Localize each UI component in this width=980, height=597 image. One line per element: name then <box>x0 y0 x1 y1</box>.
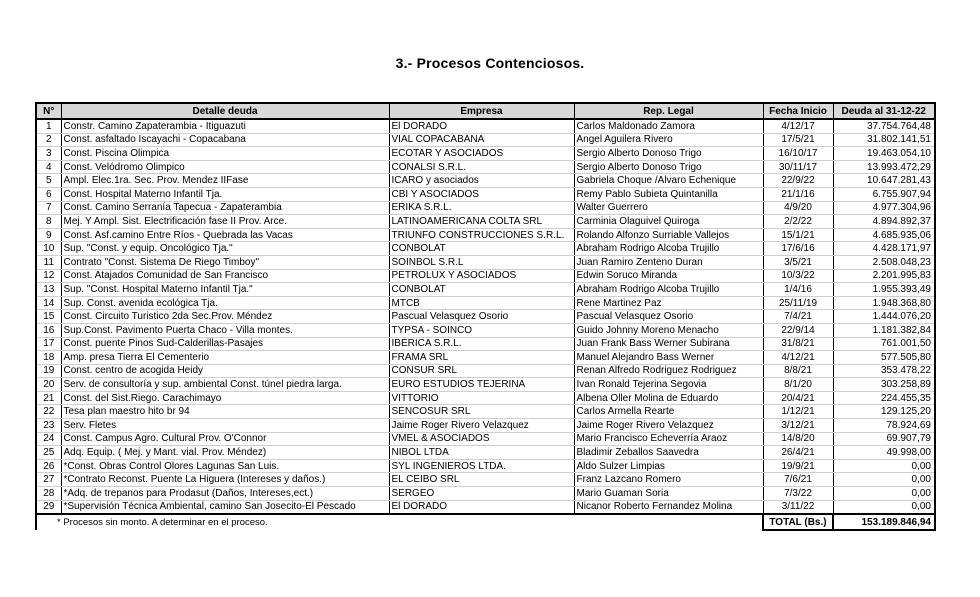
row-detalle: Const. Velódromo Olimpico <box>61 160 389 174</box>
row-empresa: El DORADO <box>389 119 574 133</box>
row-rep-legal: Rolando Alfonzo Surriable Vallejos <box>574 228 763 242</box>
table-row <box>36 296 935 310</box>
row-empresa: ECOTAR Y ASOCIADOS <box>389 147 574 161</box>
row-deuda: 2.201.995,83 <box>833 269 935 283</box>
row-fecha: 22/9/22 <box>763 174 833 188</box>
row-detalle: Const. Hospital Materno Infantil Tja. <box>61 187 389 201</box>
col-header-deuda: Deuda al 31-12-22 <box>833 103 935 119</box>
row-fecha: 16/10/17 <box>763 147 833 161</box>
row-rep-legal: Abraham Rodrigo Alcoba Trujillo <box>574 283 763 297</box>
row-number: 26 <box>36 459 61 473</box>
row-detalle: Ampl. Elec.1ra. Sec. Prov. Mendez IIFase <box>61 174 389 188</box>
row-empresa: VITTORIO <box>389 391 574 405</box>
row-detalle: Serv. Fletes <box>61 419 389 433</box>
row-fecha: 8/1/20 <box>763 378 833 392</box>
row-detalle: Serv. de consultoría y sup. ambiental Const. túnel piedra larga. <box>61 378 389 392</box>
row-number: 6 <box>36 187 61 201</box>
row-number: 24 <box>36 432 61 446</box>
row-deuda: 0,00 <box>833 473 935 487</box>
row-detalle: Const. Atajados Comunidad de San Francisco <box>61 269 389 283</box>
table-row <box>36 446 935 460</box>
row-number: 3 <box>36 147 61 161</box>
row-deuda: 49.998,00 <box>833 446 935 460</box>
table-header-row <box>36 103 935 119</box>
row-rep-legal: Sergio Alberto Donoso Trigo <box>574 147 763 161</box>
row-deuda: 2.508.048,23 <box>833 255 935 269</box>
row-empresa: ICARO y asociados <box>389 174 574 188</box>
row-deuda: 303.258,89 <box>833 378 935 392</box>
row-rep-legal: Renan Alfredo Rodriguez Rodriguez <box>574 364 763 378</box>
row-number: 19 <box>36 364 61 378</box>
row-fecha: 25/11/19 <box>763 296 833 310</box>
row-fecha: 3/11/22 <box>763 500 833 514</box>
row-empresa: Pascual Velasquez Osorio <box>389 310 574 324</box>
row-detalle: Const. puente Pinos Sud-Calderillas-Pasajes <box>61 337 389 351</box>
table-row <box>36 283 935 297</box>
row-detalle: Const. del Sist.Riego. Carachimayo <box>61 391 389 405</box>
row-fecha: 30/11/17 <box>763 160 833 174</box>
table-row <box>36 160 935 174</box>
row-empresa: El DORADO <box>389 500 574 514</box>
row-detalle: *Contrato Reconst. Puente La Higuera (Intereses y daños.) <box>61 473 389 487</box>
row-empresa: CBI Y ASOCIADOS <box>389 187 574 201</box>
table-row <box>36 215 935 229</box>
row-empresa: SYL INGENIEROS LTDA. <box>389 459 574 473</box>
row-number: 20 <box>36 378 61 392</box>
row-rep-legal: Pascual Velasquez Osorio <box>574 310 763 324</box>
table-row <box>36 364 935 378</box>
row-fecha: 19/9/21 <box>763 459 833 473</box>
row-detalle: *Const. Obras Control Olores Lagunas San Luis. <box>61 459 389 473</box>
table-row <box>36 500 935 514</box>
table-row <box>36 228 935 242</box>
row-fecha: 10/3/22 <box>763 269 833 283</box>
row-empresa: Jaime Roger Rivero Velazquez <box>389 419 574 433</box>
col-header-detalle: Detalle deuda <box>61 103 389 119</box>
total-value: 153.189.846,94 <box>833 514 935 530</box>
row-number: 1 <box>36 119 61 133</box>
row-number: 13 <box>36 283 61 297</box>
row-number: 7 <box>36 201 61 215</box>
row-rep-legal: Sergio Alberto Donoso Trigo <box>574 160 763 174</box>
row-deuda: 31.802.141,51 <box>833 133 935 147</box>
row-number: 25 <box>36 446 61 460</box>
table-row <box>36 432 935 446</box>
table-row <box>36 310 935 324</box>
row-rep-legal: Guido Johnny Moreno Menacho <box>574 323 763 337</box>
row-number: 16 <box>36 323 61 337</box>
row-rep-legal: Rene Martinez Paz <box>574 296 763 310</box>
row-rep-legal: Carlos Maldonado Zamora <box>574 119 763 133</box>
row-fecha: 4/9/20 <box>763 201 833 215</box>
row-fecha: 4/12/21 <box>763 351 833 365</box>
row-rep-legal: Gabriela Choque /Alvaro Echenique <box>574 174 763 188</box>
row-rep-legal: Mario Guaman Soria <box>574 487 763 501</box>
row-rep-legal: Ivan Ronald Tejerina Segovia <box>574 378 763 392</box>
row-empresa: PETROLUX Y ASOCIADOS <box>389 269 574 283</box>
row-detalle: Const. Asf.camino Entre Ríos - Quebrada las Vacas <box>61 228 389 242</box>
row-detalle: Const. asfaltado Iscayachi - Copacabana <box>61 133 389 147</box>
row-detalle: Const. Piscina Olimpica <box>61 147 389 161</box>
row-empresa: NIBOL LTDA <box>389 446 574 460</box>
row-rep-legal: Carlos Armella Rearte <box>574 405 763 419</box>
row-number: 4 <box>36 160 61 174</box>
row-rep-legal: Aldo Sulzer Limpias <box>574 459 763 473</box>
table-row <box>36 255 935 269</box>
row-empresa: EURO ESTUDIOS TEJERINA <box>389 378 574 392</box>
row-fecha: 8/8/21 <box>763 364 833 378</box>
table-row <box>36 323 935 337</box>
row-number: 10 <box>36 242 61 256</box>
row-number: 23 <box>36 419 61 433</box>
table-row <box>36 187 935 201</box>
table-row <box>36 391 935 405</box>
row-number: 12 <box>36 269 61 283</box>
row-deuda: 1.444.076,20 <box>833 310 935 324</box>
row-deuda: 13.993.472,29 <box>833 160 935 174</box>
row-empresa: CONBOLAT <box>389 242 574 256</box>
row-empresa: CONALSI S.R.L. <box>389 160 574 174</box>
row-detalle: Sup.Const. Pavimento Puerta Chaco - Villa montes. <box>61 323 389 337</box>
row-deuda: 353.478,22 <box>833 364 935 378</box>
table-row <box>36 487 935 501</box>
table-row <box>36 269 935 283</box>
row-deuda: 0,00 <box>833 500 935 514</box>
row-number: 17 <box>36 337 61 351</box>
row-empresa: ERIKA S.R.L. <box>389 201 574 215</box>
row-fecha: 14/8/20 <box>763 432 833 446</box>
row-detalle: Const. Circuito Turistico 2da Sec.Prov. Méndez <box>61 310 389 324</box>
row-rep-legal: Abraham Rodrigo Alcoba Trujillo <box>574 242 763 256</box>
row-empresa: VIAL COPACABANA <box>389 133 574 147</box>
row-fecha: 17/5/21 <box>763 133 833 147</box>
row-deuda: 761.001,50 <box>833 337 935 351</box>
row-fecha: 7/4/21 <box>763 310 833 324</box>
row-deuda: 224.455,35 <box>833 391 935 405</box>
row-rep-legal: Edwin Soruco Miranda <box>574 269 763 283</box>
row-empresa: CONBOLAT <box>389 283 574 297</box>
row-deuda: 4.428.171,97 <box>833 242 935 256</box>
row-deuda: 1.181.382,84 <box>833 323 935 337</box>
total-label: TOTAL (Bs.) <box>763 514 833 530</box>
row-number: 18 <box>36 351 61 365</box>
row-empresa: TYPSA - SOINCO <box>389 323 574 337</box>
row-number: 29 <box>36 500 61 514</box>
row-empresa: LATINOAMERICANA COLTA SRL <box>389 215 574 229</box>
row-number: 9 <box>36 228 61 242</box>
row-deuda: 0,00 <box>833 459 935 473</box>
col-header-empresa: Empresa <box>389 103 574 119</box>
row-fecha: 17/6/16 <box>763 242 833 256</box>
row-empresa: SOINBOL S.R.L <box>389 255 574 269</box>
row-rep-legal: Jaime Roger Rivero Velazquez <box>574 419 763 433</box>
row-number: 28 <box>36 487 61 501</box>
row-number: 27 <box>36 473 61 487</box>
row-rep-legal: Manuel Alejandro Bass Werner <box>574 351 763 365</box>
row-empresa: FRAMA SRL <box>389 351 574 365</box>
row-fecha: 1/12/21 <box>763 405 833 419</box>
row-detalle: Sup. Const. avenida ecológica Tja. <box>61 296 389 310</box>
row-fecha: 20/4/21 <box>763 391 833 405</box>
page-title: 3.- Procesos Contenciosos. <box>395 55 585 71</box>
row-fecha: 21/1/16 <box>763 187 833 201</box>
row-empresa: TRIUNFO CONSTRUCCIONES S.R.L. <box>389 228 574 242</box>
row-deuda: 10.647.281,43 <box>833 174 935 188</box>
row-fecha: 31/8/21 <box>763 337 833 351</box>
row-rep-legal: Albena Oller Molina de Eduardo <box>574 391 763 405</box>
row-deuda: 129.125,20 <box>833 405 935 419</box>
row-detalle: Adq. Equip. ( Mej. y Mant. vial. Prov. Méndez) <box>61 446 389 460</box>
row-rep-legal: Franz Lazcano Romero <box>574 473 763 487</box>
row-fecha: 1/4/16 <box>763 283 833 297</box>
row-rep-legal: Juan Frank Bass Werner Subirana <box>574 337 763 351</box>
table-row <box>36 473 935 487</box>
table-row <box>36 147 935 161</box>
row-fecha: 7/6/21 <box>763 473 833 487</box>
table-row <box>36 405 935 419</box>
row-number: 14 <box>36 296 61 310</box>
row-detalle: Constr. Camino Zapaterambia - Itiguazuti <box>61 119 389 133</box>
row-deuda: 1.948.368,80 <box>833 296 935 310</box>
row-detalle: Amp. presa Tierra El Cementerio <box>61 351 389 365</box>
table-body <box>36 119 935 514</box>
row-number: 21 <box>36 391 61 405</box>
row-empresa: EL CEIBO SRL <box>389 473 574 487</box>
row-number: 5 <box>36 174 61 188</box>
row-rep-legal: Remy Pablo Subieta Quintanilla <box>574 187 763 201</box>
row-fecha: 3/12/21 <box>763 419 833 433</box>
table-row <box>36 201 935 215</box>
row-rep-legal: Mario Francisco Echeverría Araoz <box>574 432 763 446</box>
table-row <box>36 119 935 133</box>
row-empresa: MTCB <box>389 296 574 310</box>
row-deuda: 4.977.304,96 <box>833 201 935 215</box>
row-fecha: 2/2/22 <box>763 215 833 229</box>
row-deuda: 37.754.764,48 <box>833 119 935 133</box>
row-deuda: 78.924,69 <box>833 419 935 433</box>
row-detalle: Tesa plan maestro hito br 94 <box>61 405 389 419</box>
row-detalle: Const. Camino Serranía Tapecua - Zapaterambia <box>61 201 389 215</box>
processes-table <box>35 102 936 531</box>
row-number: 8 <box>36 215 61 229</box>
row-detalle: Contrato "Const. Sistema De Riego Timboy" <box>61 255 389 269</box>
row-number: 22 <box>36 405 61 419</box>
row-rep-legal: Walter Guerrero <box>574 201 763 215</box>
table-row <box>36 133 935 147</box>
row-deuda: 19.463.054,10 <box>833 147 935 161</box>
row-detalle: Sup. "Const. Hospital Materno Infantil Tja." <box>61 283 389 297</box>
table-row <box>36 459 935 473</box>
row-rep-legal: Bladimir Zeballos Saavedra <box>574 446 763 460</box>
table-row <box>36 378 935 392</box>
row-rep-legal: Nicanor Roberto Fernandez Molina <box>574 500 763 514</box>
row-deuda: 4.685.935,06 <box>833 228 935 242</box>
row-empresa: SERGEO <box>389 487 574 501</box>
table-row <box>36 351 935 365</box>
col-header-fecha: Fecha Inicio <box>763 103 833 119</box>
row-detalle: *Adq. de trepanos para Prodasut (Daños, Intereses,ect.) <box>61 487 389 501</box>
row-fecha: 26/4/21 <box>763 446 833 460</box>
table-row <box>36 419 935 433</box>
row-empresa: VMEL & ASOCIADOS <box>389 432 574 446</box>
row-detalle: Sup. "Const. y equip. Oncológico Tja." <box>61 242 389 256</box>
col-header-rep-legal: Rep. Legal <box>574 103 763 119</box>
row-detalle: *Supervisión Técnica Ambiental, camino San Josecito-El Pescado <box>61 500 389 514</box>
row-rep-legal: Juan Ramiro Zenteno Duran <box>574 255 763 269</box>
row-empresa: SENCOSUR SRL <box>389 405 574 419</box>
row-fecha: 3/5/21 <box>763 255 833 269</box>
row-empresa: CONSUR SRL <box>389 364 574 378</box>
row-deuda: 0,00 <box>833 487 935 501</box>
row-rep-legal: Carminia Olaguivel Quiroga <box>574 215 763 229</box>
row-fecha: 15/1/21 <box>763 228 833 242</box>
row-fecha: 7/3/22 <box>763 487 833 501</box>
row-number: 2 <box>36 133 61 147</box>
row-deuda: 4.894.892,37 <box>833 215 935 229</box>
table-row <box>36 337 935 351</box>
col-header-number: N° <box>36 103 61 119</box>
table-footer-row <box>36 514 935 530</box>
row-deuda: 577.505,80 <box>833 351 935 365</box>
row-empresa: IBÉRICA S.R.L. <box>389 337 574 351</box>
row-fecha: 4/12/17 <box>763 119 833 133</box>
row-deuda: 69.907,79 <box>833 432 935 446</box>
row-number: 11 <box>36 255 61 269</box>
table-row <box>36 174 935 188</box>
row-rep-legal: Angel Aguilera Rivero <box>574 133 763 147</box>
row-detalle: Mej. Y Ampl. Sist. Electrificación fase II Prov. Arce. <box>61 215 389 229</box>
row-deuda: 6.755.907,94 <box>833 187 935 201</box>
row-detalle: Const. Campus Agro. Cultural Prov. O'Connor <box>61 432 389 446</box>
row-number: 15 <box>36 310 61 324</box>
row-deuda: 1.955.393,49 <box>833 283 935 297</box>
footnote: * Procesos sin monto. A determinar en el proceso. <box>36 514 763 530</box>
row-detalle: Const. centro de acogida Heidy <box>61 364 389 378</box>
table-row <box>36 242 935 256</box>
row-fecha: 22/9/14 <box>763 323 833 337</box>
